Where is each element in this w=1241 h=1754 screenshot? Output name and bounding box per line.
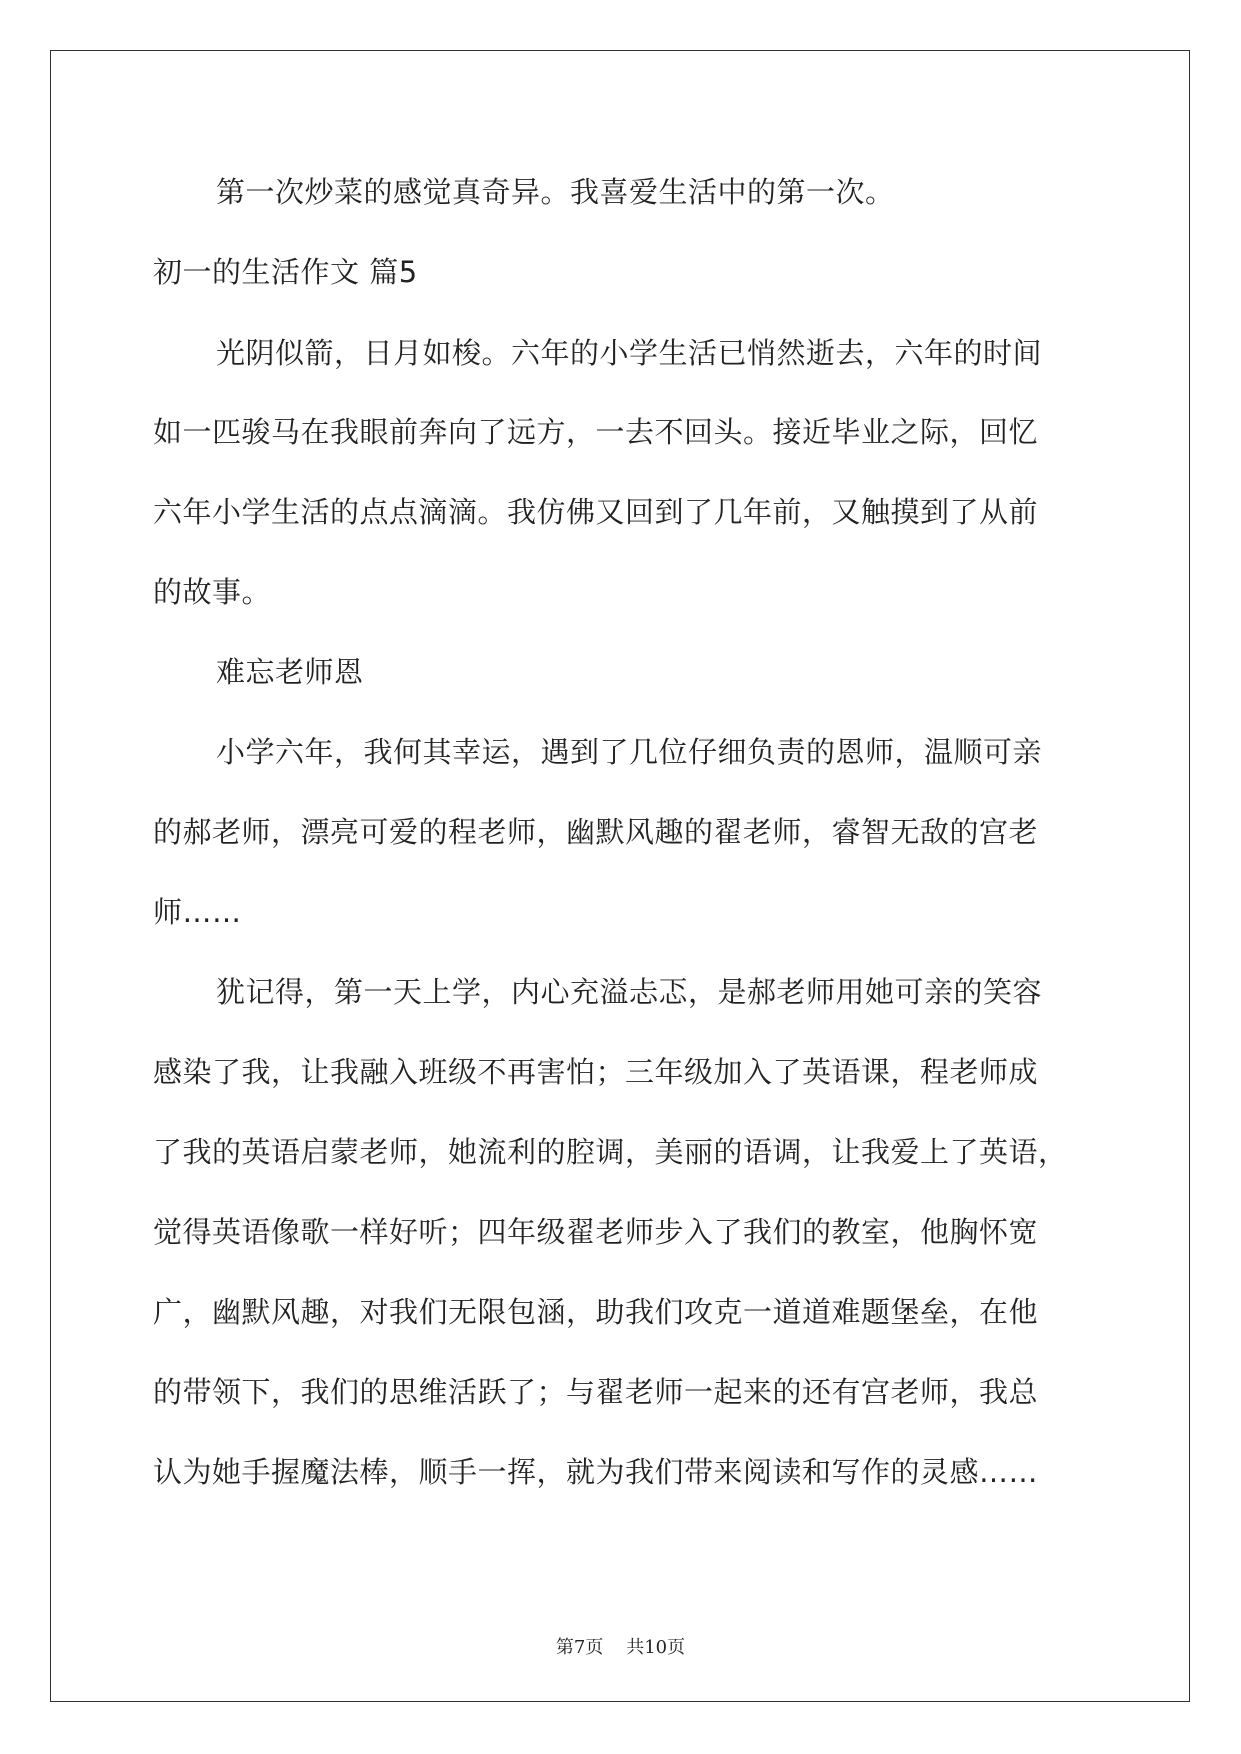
- paragraph-line: 第一次炒菜的感觉真奇异。我喜爱生活中的第一次。: [216, 175, 895, 209]
- paragraph-line: 六年小学生活的点点滴滴。我仿佛又回到了几年前，又触摸到了从前: [153, 495, 1039, 529]
- page-number: 第7页: [555, 1637, 604, 1658]
- paragraph-line: 认为她手握魔法棒，顺手一挥，就为我们带来阅读和写作的灵感……: [153, 1455, 1039, 1489]
- paragraph-line: 的故事。: [153, 575, 272, 609]
- paragraph-line: 小学六年，我何其幸运，遇到了几位仔细负责的恩师，温顺可亲: [216, 735, 1043, 769]
- paragraph-line: 光阴似箭，日月如梭。六年的小学生活已悄然逝去，六年的时间: [216, 336, 1043, 370]
- paragraph-line: 如一匹骏马在我眼前奔向了远方，一去不回头。接近毕业之际，回忆: [153, 415, 1039, 449]
- paragraph-line: 的带领下，我们的思维活跃了；与翟老师一起来的还有宫老师，我总: [153, 1375, 1039, 1409]
- paragraph-line: 感染了我，让我融入班级不再害怕；三年级加入了英语课，程老师成: [153, 1055, 1039, 1089]
- paragraph-line: 觉得英语像歌一样好听；四年级翟老师步入了我们的教室，他胸怀宽: [153, 1215, 1039, 1249]
- paragraph-line: 的郝老师，漂亮可爱的程老师，幽默风趣的翟老师，睿智无敌的宫老: [153, 815, 1039, 849]
- total-pages: 共10页: [626, 1637, 686, 1658]
- subheading: 难忘老师恩: [216, 655, 364, 689]
- paragraph-line: 广，幽默风趣，对我们无限包涵，助我们攻克一道道难题堡垒，在他: [153, 1295, 1039, 1329]
- section-heading: 初一的生活作文 篇5: [153, 255, 418, 289]
- page-footer: [0, 1633, 1241, 1659]
- paragraph-line: 犹记得，第一天上学，内心充溢忐忑，是郝老师用她可亲的笑容: [216, 975, 1043, 1009]
- paragraph-line: 了我的英语启蒙老师，她流利的腔调，美丽的语调，让我爱上了英语，: [153, 1135, 1068, 1169]
- paragraph-line: 师……: [153, 895, 242, 929]
